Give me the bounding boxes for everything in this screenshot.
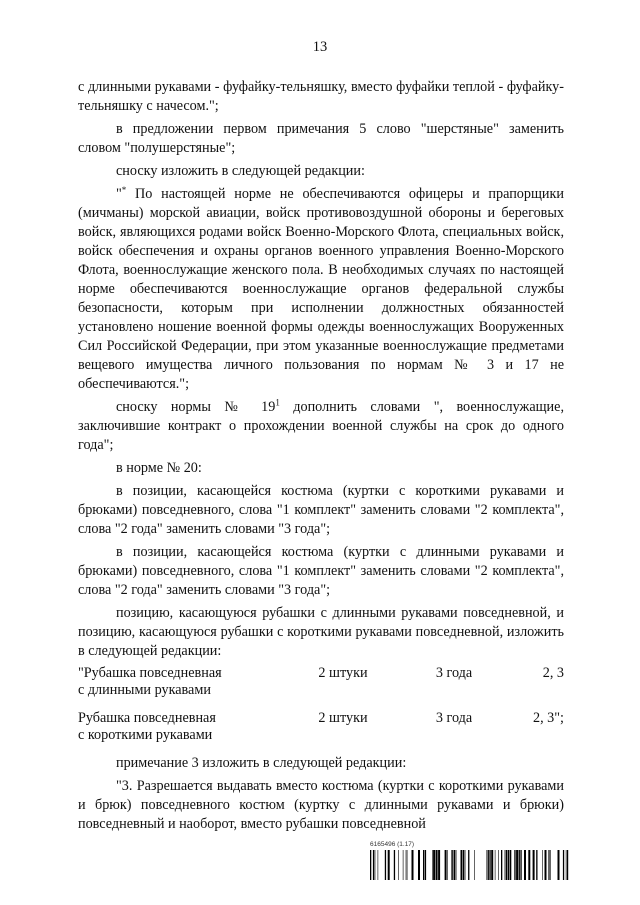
paragraph-10: примечание 3 изложить в следующей редакции: [116, 755, 407, 771]
paragraph-7: в позиции, касающейся костюма (куртки с короткими рукавами и брюками) повседневного, слова "1 комплект" заменить словами "2 комплекта", слова "2 года" заменить словами "3 года"; [78, 483, 564, 537]
paragraph-2: в предложении первом примечания 5 слово "шерстяные" заменить словом "полушерстяные"; [78, 121, 564, 156]
paragraph-5 [78, 398, 564, 455]
item-line-2: с короткими рукавами [78, 727, 213, 743]
table-cell-qty: 2 штуки [318, 665, 368, 681]
table-cell-qty: 2 штуки [318, 710, 368, 726]
table-cell-item [78, 665, 278, 699]
paragraph-3: сноску изложить в следующей редакции: [116, 163, 365, 179]
paragraph-5-start: сноску нормы № 19 [116, 399, 276, 415]
paragraph-9: позицию, касающуюся рубашки с длинными рукавами повседневной, и позицию, касающуюся рубашки с короткими рукавами повседневной, изложить в следующей редакции: [78, 605, 564, 659]
barcode-icon [370, 850, 570, 880]
table-cell-term: 3 года [435, 665, 473, 681]
item-line-2: с длинными рукавами [78, 682, 211, 698]
table-cell-category: 2, 3"; [532, 710, 564, 726]
page-number: 13 [312, 39, 328, 55]
table-cell-term: 3 года [435, 710, 473, 726]
table-cell-category: 2, 3 [542, 665, 564, 681]
paragraph-1: с длинными рукавами - фуфайку-тельняшку, вместо фуфайки теплой - фуфайку-тельняшку с начесом."; [78, 79, 564, 114]
table-cell-item [78, 699, 278, 744]
paragraph-5-end: дополнить словами ", военнослужащие, заключившие контракт о прохождении военной службы на срок до одного года"; [78, 399, 564, 453]
paragraph-8: в позиции, касающейся костюма (куртки с длинными рукавами и брюками) повседневного, слова "1 комплект" заменить словами "2 комплекта", слова "2 года" заменить словами "3 года"; [78, 544, 564, 598]
footnote-open-quote: " [116, 186, 122, 202]
paragraph-6: в норме № 20: [116, 460, 202, 476]
document-stamp: 6165496 (1.17) [370, 841, 415, 848]
norms-table [78, 665, 564, 744]
footnote-body: По настоящей норме не обеспечиваются офицеры и прапорщики (мичманы) морской авиации, войск противовоздушной обороны и береговых войск, являющихся родами войск Военно-Морского Флота, специальных войск, войск обеспечения и охраны органов военного управления Военно-Морского Флота, военнослужащие женского пола. В необходимых случаях по настоящей норме обеспечиваются военнослужащие органов федеральной службы безопасности, которым при исполнении должностных обязанностей установлено ношение военной формы одежды военнослужащих Вооруженных Сил Российской Федерации, при этом указанные военнослужащие предметами вещевого имущества личного пользования по нормам № 3 и 17 не обеспечиваются."; [78, 186, 564, 392]
footnote-asterisk: * [121, 185, 127, 195]
table-row [78, 699, 564, 744]
footnote-text [78, 185, 564, 394]
table-row [78, 665, 564, 699]
paragraph-11: "3. Разрешается выдавать вместо костюма (куртки с короткими рукавами и брюк) повседневного костюм (куртку с длинными рукавами и брюки) повседневный и наоборот, вместо рубашки повседневной [78, 778, 564, 832]
item-line-1: Рубашка повседневная [78, 710, 216, 726]
item-line-1: "Рубашка повседневная [78, 665, 222, 681]
document-body [78, 78, 564, 838]
paragraph-5-superscript: 1 [275, 397, 280, 408]
